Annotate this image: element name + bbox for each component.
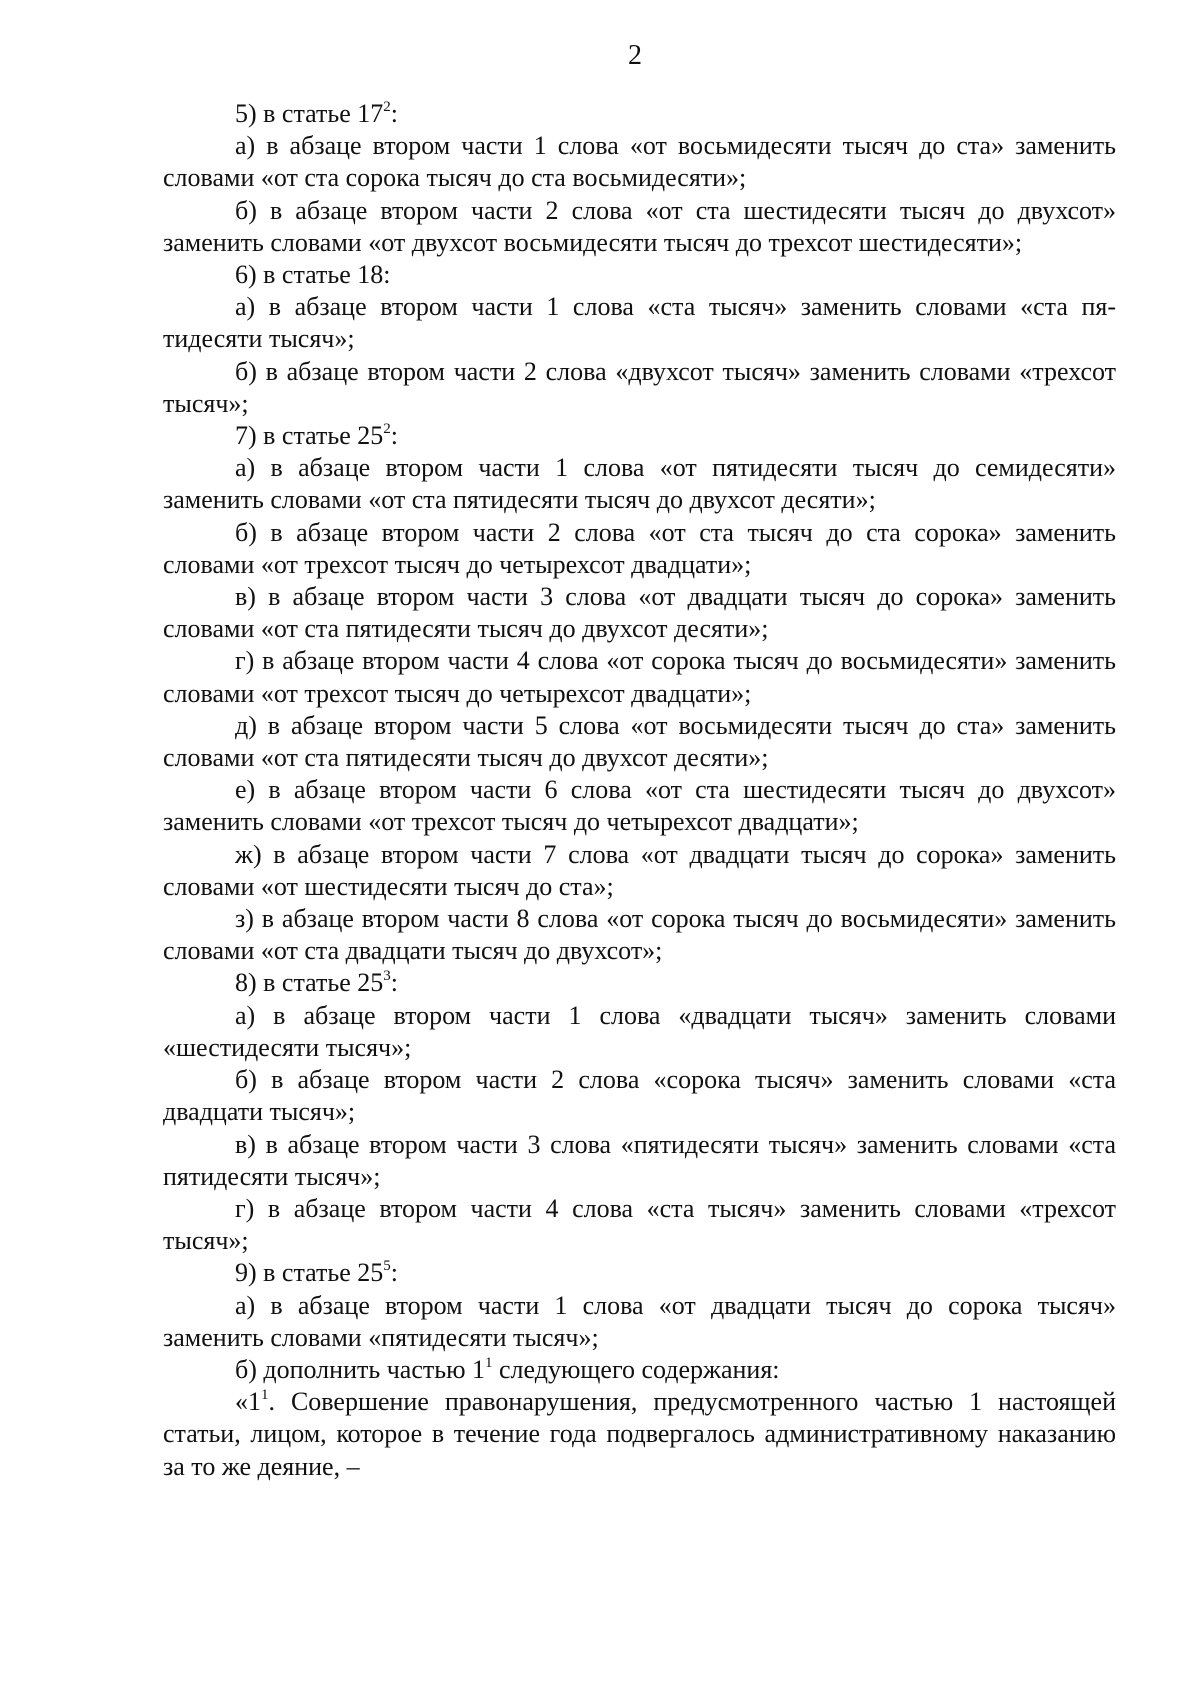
document-body — [163, 98, 1116, 1483]
document-paragraph — [163, 452, 1116, 516]
paragraph-text: з) в абзаце втором части 8 слова «от сорока тысяч до восьмидесяти» заменить словами «от ста двадцати тысяч до двухсот»; — [163, 904, 1116, 966]
paragraph-text: ж) в абзаце втором части 7 слова «от двадцати тысяч до сорока» заменить словами «от шестидесяти тысяч до ста»; — [163, 839, 1116, 901]
superscript: 1 — [261, 1387, 269, 1404]
paragraph-text: д) в абзаце втором части 5 слова «от восьмидесяти тысяч до ста» заменить словами «от ста пятидесяти тысяч до двухсот десяти»; — [163, 710, 1116, 773]
paragraph-text-tail: : — [390, 421, 399, 451]
paragraph-text-tail: . Совершение правонарушения, предусмотренного частью 1 настоящей статьи, лицом, которое в течение года подвергалось административному наказанию за то же деяние, – — [163, 1387, 1116, 1481]
paragraph-text: в) в абзаце втором части 3 слова «от двадцати тысяч до сорока» заменить словами «от ста пятидесяти тысяч до двухсот десяти»; — [163, 582, 1116, 644]
superscript: 2 — [383, 421, 391, 438]
paragraph-text: а) в абзаце втором части 1 слова «от двадцати тысяч до сорока тысяч» заменить словами «пятидесяти тысяч»; — [163, 1290, 1116, 1352]
document-paragraph — [163, 1000, 1116, 1064]
paragraph-text-tail: : — [390, 99, 399, 128]
paragraph-text: 6) в статье 18: — [235, 260, 391, 290]
paragraph-text: 7) в статье 25 — [235, 421, 384, 451]
superscript: 3 — [383, 968, 391, 985]
document-paragraph — [163, 356, 1116, 420]
superscript: 5 — [383, 1258, 391, 1275]
paragraph-text: б) в абзаце втором части 2 слова «двухсот тысяч» заменить словами «трехсот тысяч»; — [163, 356, 1116, 418]
document-paragraph — [163, 967, 1116, 999]
document-paragraph — [163, 517, 1116, 581]
paragraph-text: 5) в статье 17 — [235, 99, 384, 128]
paragraph-text: б) дополнить частью 1 — [235, 1354, 486, 1384]
document-paragraph — [163, 1193, 1116, 1257]
document-paragraph — [163, 839, 1116, 903]
paragraph-text: г) в абзаце втором части 4 слова «ста тысяч» заменить словами «трехсот тысяч»; — [163, 1193, 1116, 1256]
document-paragraph — [163, 130, 1116, 194]
document-paragraph — [163, 98, 1116, 130]
paragraph-text: 8) в статье 25 — [235, 968, 384, 998]
paragraph-text: 9) в статье 25 — [235, 1258, 384, 1288]
paragraph-text: е) в абзаце втором части 6 слова «от ста шестидесяти тысяч до двухсот» заменить словами «от трехсот тысяч до четырехсот двадцати»; — [163, 775, 1116, 837]
paragraph-text-tail: : — [390, 968, 399, 998]
paragraph-text: а) в абзаце втором части 1 слова «от пятидесяти тысяч до семидесяти» заменить словами «от ста пятидесяти тысяч до двухсот десяти»; — [163, 453, 1116, 515]
document-paragraph — [163, 710, 1116, 774]
document-paragraph — [163, 1064, 1116, 1128]
paragraph-text-tail: : — [390, 1258, 399, 1288]
paragraph-text: б) в абзаце втором части 2 слова «от ста шестидесяти тысяч до двухсот» заменить словами «от двухсот восьмидесяти тысяч до трехсот шестидесяти»; — [163, 195, 1116, 257]
document-paragraph — [163, 259, 1116, 291]
document-paragraph — [163, 1354, 1116, 1386]
superscript: 2 — [383, 99, 391, 115]
page-number: 2 — [628, 40, 642, 71]
document-paragraph — [163, 1386, 1116, 1483]
document-paragraph — [163, 645, 1116, 709]
document-paragraph — [163, 1290, 1116, 1354]
paragraph-text: г) в абзаце втором части 4 слова «от сорока тысяч до восьмидесяти» заменить словами «от трехсот тысяч до четырехсот двадцати»; — [163, 646, 1116, 708]
paragraph-text: а) в абзаце втором части 1 слова «ста тысяч» заменить словами «ста пятидесяти тысяч»; — [163, 292, 1116, 354]
document-paragraph — [163, 1129, 1116, 1193]
document-paragraph — [163, 195, 1116, 259]
document-paragraph — [163, 1257, 1116, 1289]
paragraph-text: «1 — [235, 1387, 261, 1417]
document-paragraph — [163, 903, 1116, 967]
document-paragraph — [163, 774, 1116, 838]
paragraph-text: а) в абзаце втором части 1 слова «от восьмидесяти тысяч до ста» заменить словами «от ста сорока тысяч до ста восьмидесяти»; — [163, 131, 1116, 193]
document-paragraph — [163, 581, 1116, 645]
document-paragraph — [163, 420, 1116, 452]
paragraph-text: б) в абзаце втором части 2 слова «сорока тысяч» заменить словами «ста двадцати тысяч»; — [163, 1065, 1116, 1127]
paragraph-text: б) в абзаце втором части 2 слова «от ста тысяч до ста сорока» заменить словами «от трехсот тысяч до четырехсот двадцати»; — [163, 517, 1116, 579]
paragraph-text: а) в абзаце втором части 1 слова «двадцати тысяч» заменить словами «шестидесяти тысяч»; — [163, 1000, 1116, 1062]
superscript: 1 — [485, 1354, 493, 1371]
document-paragraph — [163, 291, 1116, 355]
paragraph-text: в) в абзаце втором части 3 слова «пятидесяти тысяч» заменить словами «ста пятидесяти тысяч»; — [163, 1129, 1116, 1191]
paragraph-text-tail: следующего содержания: — [492, 1354, 780, 1384]
